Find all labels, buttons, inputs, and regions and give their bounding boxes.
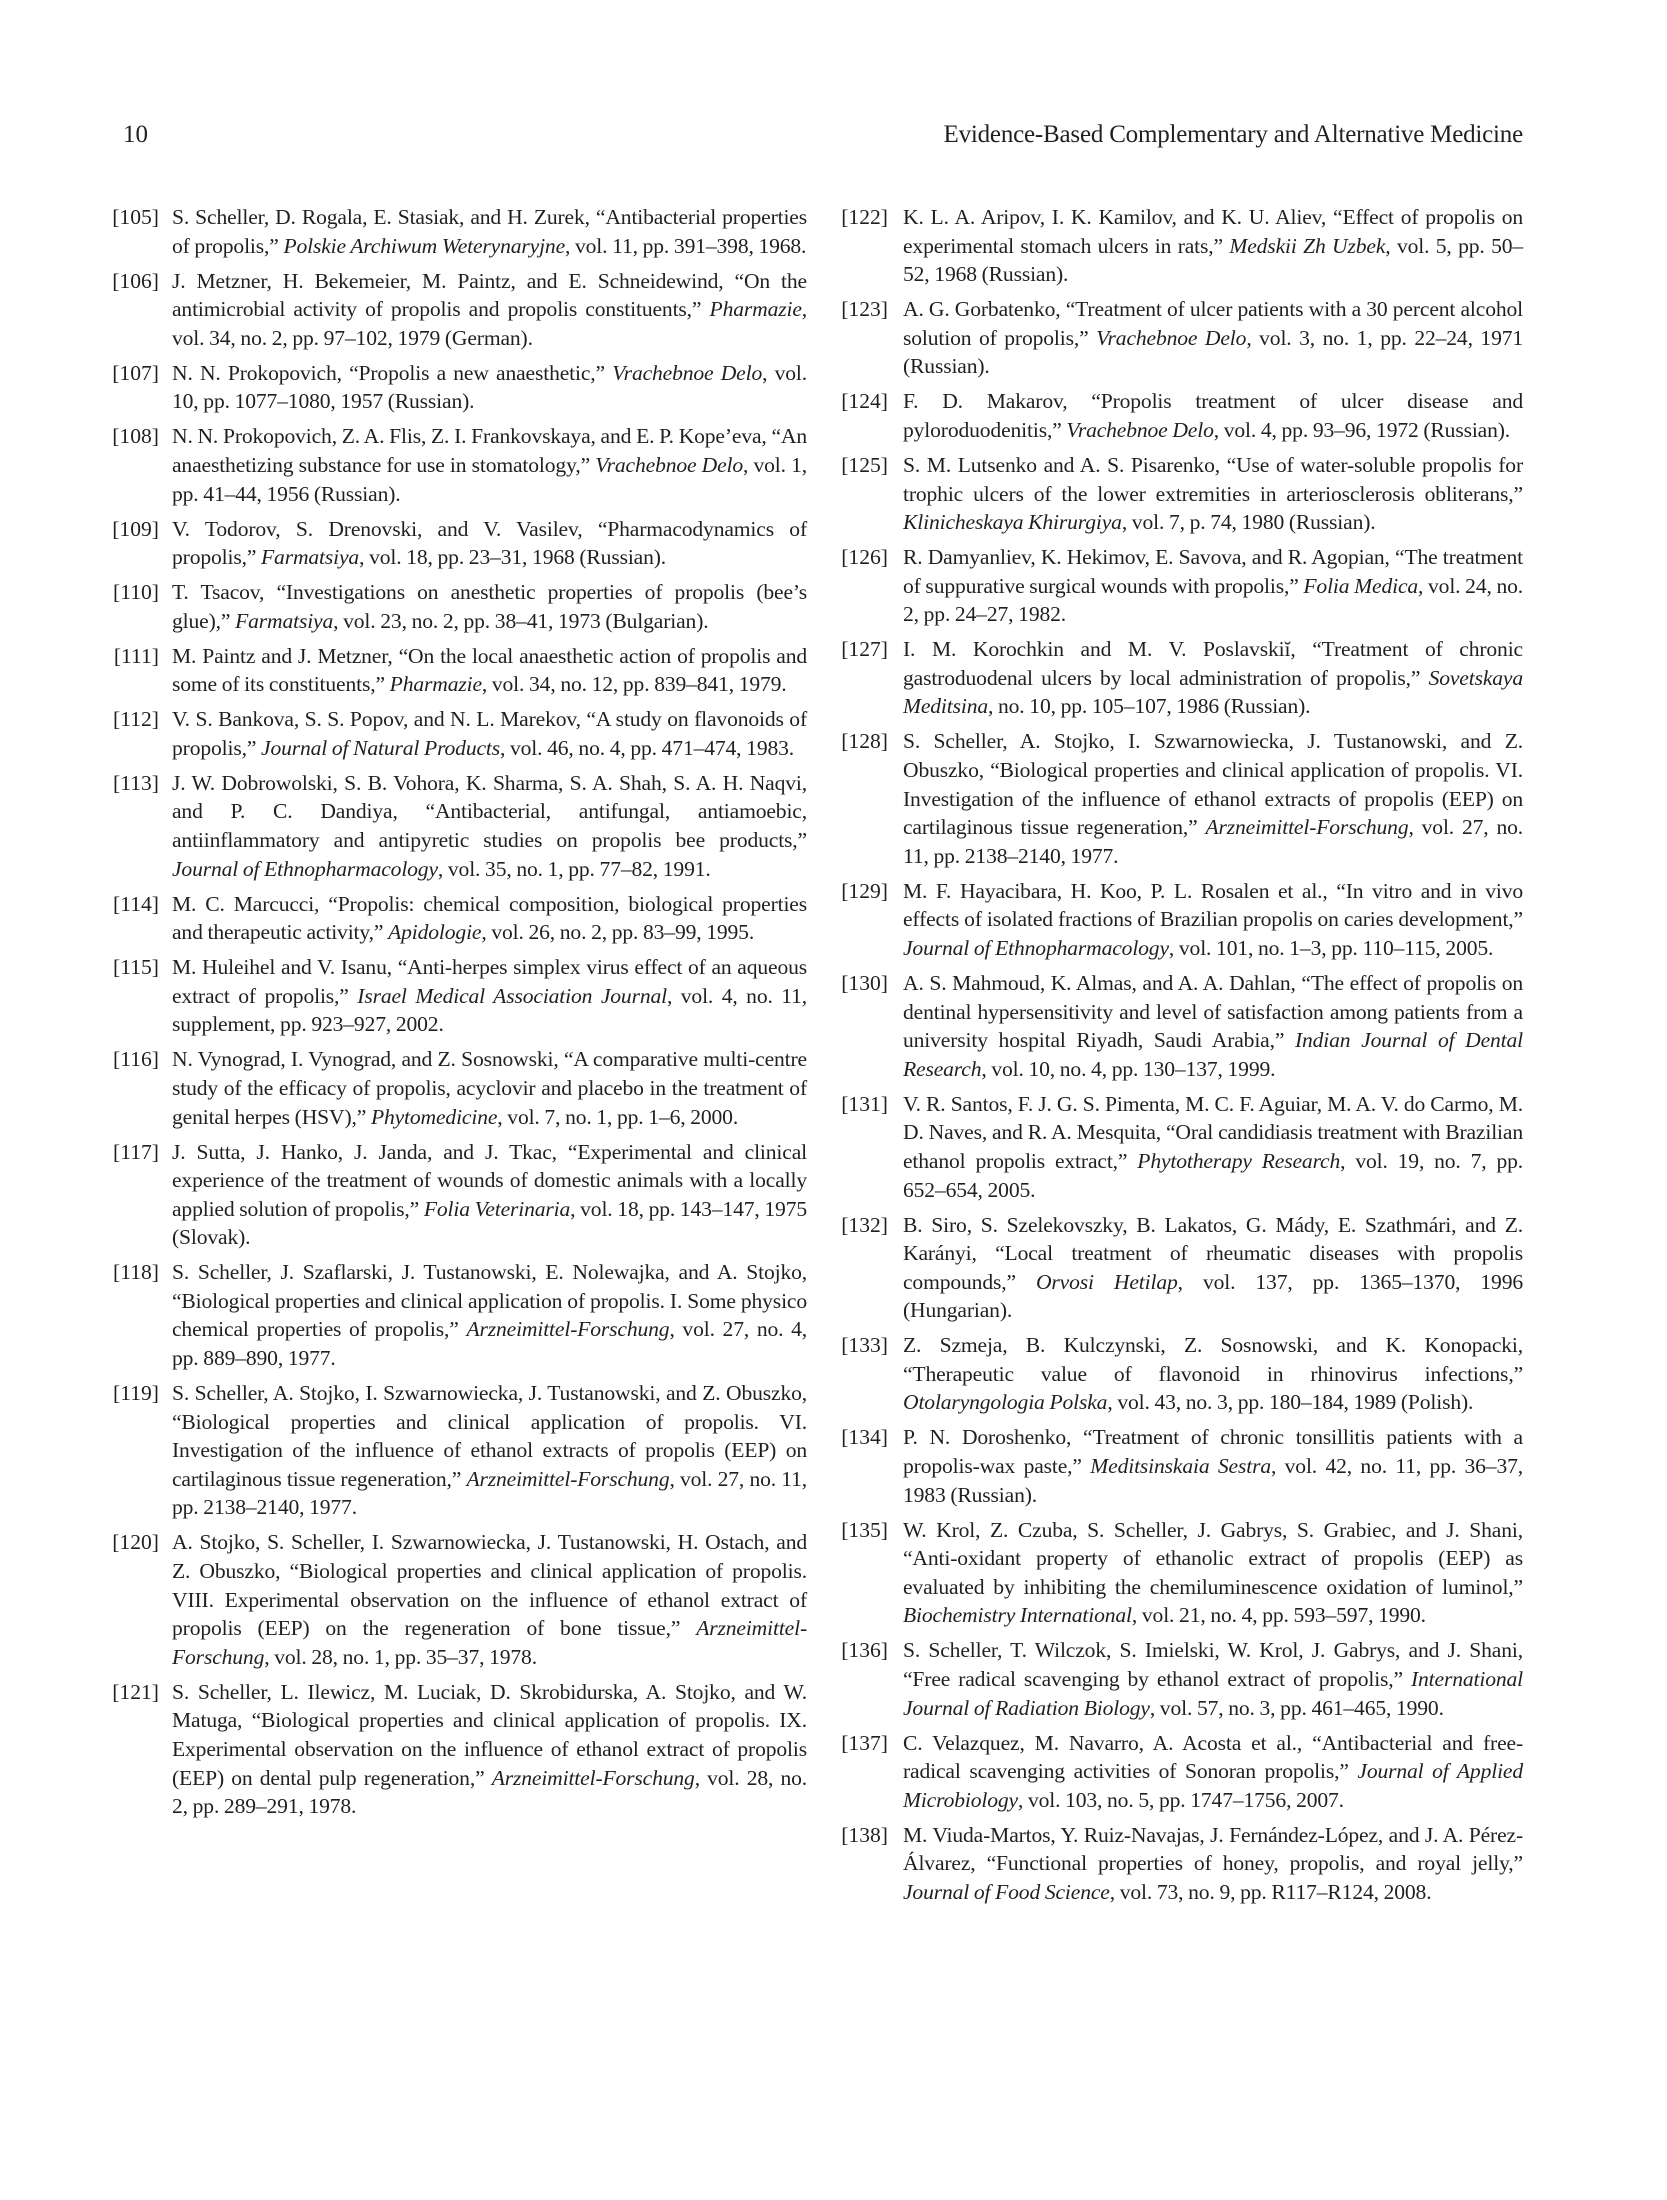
reference-number: [128] <box>841 729 888 754</box>
reference-text <box>903 295 1523 381</box>
reference-segment: W. Krol, Z. Czuba, S. Scheller, J. Gabrys, S. Grabiec, and J. Shani, “Anti-oxidant property of ethanolic extract of propolis (EEP) as evaluated by inhibiting the chemiluminescence oxidation of luminol,” <box>903 1517 1523 1599</box>
journal-name: Arzneimittel-Forschung <box>491 1765 695 1790</box>
reference-segment: S. Scheller, T. Wilczok, S. Imielski, W. Krol, J. Gabrys, and J. Shani, “Free radical scavenging by ethanol extract of propolis,” <box>903 1638 1523 1691</box>
reference-text <box>903 203 1523 289</box>
reference-number: [130] <box>841 970 888 995</box>
reference-text <box>903 727 1523 870</box>
reference-segment: , vol. 19, no. 7, pp. 652–654, 2005. <box>903 1148 1524 1202</box>
reference-segment: S. Scheller, L. Ilewicz, M. Luciak, D. Skrobidurska, A. Stojko, and W. Matuga, “Biological properties and clinical application of propolis. IX. Experimental observation on the influence of ethanol extract of propolis (EEP) on dental pulp regeneration,” <box>172 1679 807 1790</box>
reference-segment: , vol. 27, no. 11, pp. 2138–2140, 1977. <box>172 1466 807 1520</box>
journal-name: Pharmazie <box>389 672 482 697</box>
reference-entry <box>110 1045 807 1131</box>
reference-segment: , vol. 10, pp. 1077–1080, 1957 (Russian). <box>172 360 807 414</box>
reference-text <box>903 387 1523 444</box>
reference-number: [136] <box>841 1638 888 1663</box>
reference-entry <box>110 1379 807 1522</box>
reference-segment: , vol. 27, no. 4, pp. 889–890, 1977. <box>172 1317 807 1371</box>
reference-number: [123] <box>841 297 888 322</box>
reference-segment: Z. Szmeja, B. Kulczynski, Z. Sosnowski, and K. Konopacki, “Therapeutic value of flavonoid in rhinovirus infections,” <box>903 1333 1523 1386</box>
reference-segment: , vol. 18, pp. 23–31, 1968 (Russian). <box>359 545 667 570</box>
journal-name: Klinicheskaya Khirurgiya <box>903 510 1122 535</box>
journal-name: Biochemistry International <box>903 1603 1132 1628</box>
journal-name: Vrachebnoe Delo <box>595 452 744 477</box>
reference-text <box>903 1516 1523 1630</box>
reference-number: [118] <box>113 1260 159 1285</box>
journal-name: Vrachebnoe Delo <box>1066 417 1214 442</box>
reference-number: [132] <box>841 1212 888 1237</box>
reference-number: [116] <box>113 1047 159 1072</box>
reference-segment: M. Huleihel and V. Isanu, “Anti-herpes simplex virus effect of an aqueous extract of propolis,” <box>172 955 807 1008</box>
reference-entry <box>826 727 1523 870</box>
reference-number: [127] <box>841 637 888 662</box>
reference-segment: S. M. Lutsenko and A. S. Pisarenko, “Use of water-soluble propolis for trophic ulcers of the lower extremities in arteriosclerosis obliterans,” <box>903 452 1523 506</box>
reference-entry <box>826 451 1523 537</box>
reference-entry <box>826 1211 1523 1325</box>
reference-segment: M. F. Hayacibara, H. Koo, P. L. Rosalen et al., “In vitro and in vivo effects of isolated fractions of Brazilian propolis on caries development,” <box>903 878 1523 932</box>
reference-segment: , vol. 28, no. 1, pp. 35–37, 1978. <box>264 1644 537 1669</box>
reference-segment: , vol. 18, pp. 143–147, 1975 (Slovak). <box>172 1196 807 1250</box>
reference-text <box>172 1045 807 1131</box>
reference-segment: M. Viuda-Martos, Y. Ruiz-Navajas, J. Fernández-López, and J. A. Pérez-Álvarez, “Functional properties of honey, propolis, and royal jelly,” <box>903 1822 1523 1876</box>
reference-segment: R. Damyanliev, K. Hekimov, E. Savova, and R. Agopian, “The treatment of suppurative surgical wounds with propolis,” <box>903 545 1523 598</box>
reference-segment: , vol. 57, no. 3, pp. 461–465, 1990. <box>1149 1695 1444 1720</box>
reference-segment: V. Todorov, S. Drenovski, and V. Vasilev, “Pharmacodynamics of propolis,” <box>172 516 807 570</box>
reference-entry <box>826 1516 1523 1630</box>
reference-entry <box>826 387 1523 444</box>
reference-entry <box>110 769 807 883</box>
references-right-column <box>826 203 1523 1913</box>
reference-text <box>903 1331 1523 1417</box>
reference-segment: J. W. Dobrowolski, S. B. Vohora, K. Sharma, S. A. Shah, S. A. H. Naqvi, and P. C. Dandiya, “Antibacterial, antifungal, antiamoebic, antiinflammatory and antipyretic studies on propolis bee products,” <box>172 770 807 852</box>
reference-text <box>172 890 807 947</box>
journal-name: Indian Journal of Dental Research <box>903 1028 1523 1081</box>
reference-text <box>903 1090 1523 1204</box>
reference-text <box>172 705 807 762</box>
reference-segment: T. Tsacov, “Investigations on anesthetic properties of propolis (bee’s glue),” <box>172 580 807 633</box>
reference-segment: M. Paintz and J. Metzner, “On the local anaesthetic action of propolis and some of its constituents,” <box>172 643 807 697</box>
journal-name: Apidologie <box>388 920 482 945</box>
journal-name: Journal of Ethnopharmacology <box>172 856 438 881</box>
reference-number: [138] <box>841 1822 888 1847</box>
reference-segment: , vol. 24, no. 2, pp. 24–27, 1982. <box>903 573 1524 627</box>
reference-number: [111] <box>113 643 159 668</box>
reference-segment: , vol. 27, no. 11, pp. 2138–2140, 1977. <box>903 815 1523 868</box>
reference-segment: A. S. Mahmoud, K. Almas, and A. A. Dahlan, “The effect of propolis on dentinal hypersensitivity and level of satisfaction among patients from a university hospital Riyadh, Saudi Arabia,” <box>903 970 1523 1053</box>
reference-entry <box>110 267 807 353</box>
reference-entry <box>826 1821 1523 1907</box>
reference-segment: , vol. 137, pp. 1365–1370, 1996 (Hungarian). <box>903 1269 1523 1323</box>
reference-number: [119] <box>113 1381 159 1406</box>
reference-number: [113] <box>113 770 159 795</box>
reference-entry <box>826 969 1523 1083</box>
journal-name: Farmatsiya <box>261 545 360 570</box>
reference-segment: N. N. Prokopovich, Z. A. Flis, Z. I. Frankovskaya, and E. P. Kope’eva, “An anaesthetizing substance for use in stomatology,” <box>172 424 807 477</box>
reference-text <box>172 1528 807 1671</box>
journal-name: Arzneimittel-Forschung <box>1205 815 1409 840</box>
reference-number: [125] <box>841 452 888 477</box>
reference-text <box>172 1379 807 1522</box>
journal-name: Arzneimittel-Forschung <box>466 1317 670 1342</box>
reference-segment: , no. 10, pp. 105–107, 1986 (Russian). <box>988 694 1311 719</box>
reference-segment: V. R. Santos, F. J. G. S. Pimenta, M. C. F. Aguiar, M. A. V. do Carmo, M. D. Naves, and R. A. Mesquita, “Oral candidiasis treatment with Brazilian ethanol propolis extract,” <box>903 1091 1523 1173</box>
reference-number: [107] <box>112 360 159 385</box>
reference-segment: M. C. Marcucci, “Propolis: chemical composition, biological properties and therapeutic activity,” <box>172 891 807 945</box>
reference-entry <box>110 1258 807 1372</box>
reference-segment: I. M. Korochkin and M. V. Poslavskiĭ, “Treatment of chronic gastroduodenal ulcers by local administration of propolis,” <box>903 637 1523 690</box>
reference-segment: , vol. 42, no. 11, pp. 36–37, 1983 (Russian). <box>903 1454 1523 1507</box>
journal-name: Medskii Zh Uzbek <box>1229 233 1386 258</box>
reference-segment: S. Scheller, A. Stojko, I. Szwarnowiecka, J. Tustanowski, and Z. Obuszko, “Biological properties and clinical application of propolis. VI. Investigation of the influence of ethanol extracts of propolis (EEP) on cartilaginous tissue regeneration,” <box>172 1381 807 1491</box>
reference-entry <box>826 877 1523 963</box>
reference-entry <box>826 543 1523 629</box>
reference-segment: S. Scheller, A. Stojko, I. Szwarnowiecka, J. Tustanowski, and Z. Obuszko, “Biological properties and clinical application of propolis. VI. Investigation of the influence of ethanol extracts of propolis (EEP) on cartilaginous tissue regeneration,” <box>903 729 1523 840</box>
journal-name: Phytotherapy Research <box>1137 1148 1341 1173</box>
reference-number: [124] <box>841 389 888 414</box>
journal-name: Folia Veterinaria <box>423 1196 571 1221</box>
reference-number: [120] <box>112 1530 159 1555</box>
reference-segment: S. Scheller, D. Rogala, E. Stasiak, and H. Zurek, “Antibacterial properties of propolis,” <box>172 205 807 258</box>
reference-segment: S. Scheller, J. Szaflarski, J. Tustanowski, E. Nolewajka, and A. Stojko, “Biological properties and clinical application of propolis. I. Some physico chemical properties of propolis,” <box>172 1260 807 1342</box>
journal-name: Journal of Food Science <box>903 1879 1110 1904</box>
journal-name: Folia Medica <box>1303 573 1419 598</box>
reference-number: [112] <box>113 707 159 732</box>
journal-name: International Journal of Radiation Biology <box>903 1666 1523 1720</box>
journal-running-head: Evidence-Based Complementary and Alternative Medicine <box>943 121 1523 148</box>
reference-entry <box>110 705 807 762</box>
reference-entry <box>826 1331 1523 1417</box>
reference-number: [129] <box>841 878 888 903</box>
reference-entry <box>110 642 807 699</box>
journal-name: Farmatsiya <box>235 608 334 633</box>
reference-segment: , vol. 101, no. 1–3, pp. 110–115, 2005. <box>1168 935 1494 960</box>
journal-name: Journal of Applied Microbiology <box>903 1759 1523 1812</box>
reference-number: [117] <box>113 1139 159 1164</box>
reference-segment: , vol. 4, pp. 93–96, 1972 (Russian). <box>1213 417 1511 442</box>
reference-text <box>903 543 1523 629</box>
reference-segment: , vol. 7, p. 74, 1980 (Russian). <box>1121 510 1376 535</box>
reference-segment: , vol. 34, no. 2, pp. 97–102, 1979 (German). <box>172 297 807 350</box>
journal-name: Arzneimittel-Forschung <box>172 1616 807 1669</box>
reference-segment: N. Vynograd, I. Vynograd, and Z. Sosnowski, “A comparative multi-centre study of the efficacy of propolis, acyclovir and placebo in the treatment of genital herpes (HSV),” <box>172 1047 807 1129</box>
reference-entry <box>110 953 807 1039</box>
reference-segment: , vol. 4, no. 11, supplement, pp. 923–927, 2002. <box>172 983 808 1037</box>
reference-segment: F. D. Makarov, “Propolis treatment of ulcer disease and pyloroduodenitis,” <box>903 389 1523 442</box>
journal-name: Phytomedicine <box>370 1104 498 1129</box>
reference-number: [105] <box>112 205 159 229</box>
reference-number: [135] <box>841 1517 888 1542</box>
reference-number: [126] <box>841 545 888 570</box>
reference-entry <box>826 1636 1523 1722</box>
reference-entry <box>826 1423 1523 1509</box>
reference-text <box>172 203 807 260</box>
reference-segment: , vol. 10, no. 4, pp. 130–137, 1999. <box>981 1056 1276 1081</box>
reference-text <box>172 953 807 1039</box>
reference-text <box>172 267 807 353</box>
journal-name: Journal of Ethnopharmacology <box>903 935 1169 960</box>
reference-entry <box>826 1090 1523 1204</box>
reference-text <box>903 451 1523 537</box>
reference-entry <box>826 635 1523 721</box>
reference-segment: N. N. Prokopovich, “Propolis a new anaesthetic,” <box>172 360 613 385</box>
reference-segment: V. S. Bankova, S. S. Popov, and N. L. Marekov, “A study on flavonoids of propolis,” <box>172 707 807 760</box>
reference-text <box>903 635 1523 721</box>
reference-segment: , vol. 7, no. 1, pp. 1–6, 2000. <box>497 1104 739 1129</box>
reference-text <box>172 1258 807 1372</box>
reference-text <box>172 1678 807 1821</box>
reference-segment: J. Metzner, H. Bekemeier, M. Paintz, and E. Schneidewind, “On the antimicrobial activity of propolis and propolis constituents,” <box>172 268 807 322</box>
reference-segment: A. G. Gorbatenko, “Treatment of ulcer patients with a 30 percent alcohol solution of propolis,” <box>903 297 1523 350</box>
reference-number: [106] <box>112 268 159 293</box>
reference-segment: , vol. 11, pp. 391–398, 1968. <box>565 233 807 258</box>
reference-segment: , vol. 1, pp. 41–44, 1956 (Russian). <box>172 452 807 506</box>
reference-text <box>172 515 807 572</box>
reference-text <box>172 1138 807 1252</box>
reference-text <box>903 1821 1523 1907</box>
reference-entry <box>110 1528 807 1671</box>
reference-segment: , vol. 5, pp. 50–52, 1968 (Russian). <box>903 233 1524 287</box>
journal-name: Otolaryngologia Polska <box>903 1390 1108 1415</box>
reference-entry <box>110 422 807 508</box>
page-number: 10 <box>123 121 148 148</box>
reference-segment: , vol. 28, no. 2, pp. 289–291, 1978. <box>172 1765 807 1819</box>
references-left-column <box>110 203 807 1827</box>
reference-segment: , vol. 73, no. 9, pp. R117–R124, 2008. <box>1109 1879 1432 1904</box>
reference-text <box>172 359 807 416</box>
reference-segment: K. L. A. Aripov, I. K. Kamilov, and K. U. Aliev, “Effect of propolis on experimental stomach ulcers in rats,” <box>903 205 1523 258</box>
reference-entry <box>110 515 807 572</box>
reference-segment: , vol. 35, no. 1, pp. 77–82, 1991. <box>437 856 711 881</box>
journal-name: Israel Medical Association Journal <box>357 983 667 1008</box>
reference-segment: C. Velazquez, M. Navarro, A. Acosta et al., “Antibacterial and free-radical scavenging activities of Sonoran propolis,” <box>903 1730 1523 1784</box>
reference-segment: , vol. 26, no. 2, pp. 83–99, 1995. <box>481 920 755 945</box>
reference-segment: A. Stojko, S. Scheller, I. Szwarnowiecka, J. Tustanowski, H. Ostach, and Z. Obuszko, “Biological properties and clinical application of propolis. VIII. Experimental observation on the influence of ethanol extract of propolis (EEP) on the regeneration of bone tissue,” <box>172 1530 807 1641</box>
reference-segment: , vol. 34, no. 12, pp. 839–841, 1979. <box>481 672 787 697</box>
reference-number: [109] <box>112 516 159 541</box>
reference-number: [110] <box>113 580 159 605</box>
journal-name: Polskie Archiwum Weterynaryjne <box>283 233 566 258</box>
reference-number: [133] <box>841 1333 888 1358</box>
reference-text <box>172 769 807 883</box>
journal-name: Pharmazie <box>709 297 802 322</box>
journal-name: Vrachebnoe Delo <box>1096 325 1247 350</box>
journal-name: Meditsinskaia Sestra <box>1090 1454 1271 1479</box>
reference-text <box>172 578 807 635</box>
reference-segment: J. Sutta, J. Hanko, J. Janda, and J. Tkac, “Experimental and clinical experience of the treatment of wounds of domestic animals with a locally applied solution of propolis,” <box>172 1139 807 1221</box>
reference-text <box>903 1636 1523 1722</box>
reference-number: [115] <box>113 955 159 980</box>
reference-number: [137] <box>841 1730 888 1755</box>
journal-name: Sovetskaya Meditsina <box>903 665 1523 719</box>
reference-entry <box>826 295 1523 381</box>
reference-entry <box>110 359 807 416</box>
journal-name: Orvosi Hetilap <box>1035 1269 1178 1294</box>
reference-segment: P. N. Doroshenko, “Treatment of chronic tonsillitis patients with a propolis-wax paste,” <box>903 1425 1523 1479</box>
reference-text <box>172 422 807 508</box>
reference-text <box>903 877 1523 963</box>
reference-entry <box>110 1138 807 1252</box>
reference-number: [121] <box>112 1679 159 1704</box>
reference-number: [122] <box>841 205 888 229</box>
reference-number: [131] <box>841 1091 888 1116</box>
journal-name: Arzneimittel-Forschung <box>466 1466 670 1491</box>
reference-text <box>903 1211 1523 1325</box>
reference-segment: , vol. 103, no. 5, pp. 1747–1756, 2007. <box>1017 1787 1344 1812</box>
journal-name: Vrachebnoe Delo <box>612 360 763 385</box>
reference-entry <box>110 203 807 260</box>
reference-segment: B. Siro, S. Szelekovszky, B. Lakatos, G. Mády, E. Szathmári, and Z. Karányi, “Local treatment of rheumatic diseases with propolis compounds,” <box>903 1212 1523 1294</box>
reference-segment: , vol. 23, no. 2, pp. 38–41, 1973 (Bulgarian). <box>333 608 709 633</box>
reference-number: [134] <box>841 1425 888 1450</box>
reference-text <box>903 969 1523 1083</box>
reference-segment: , vol. 43, no. 3, pp. 180–184, 1989 (Polish). <box>1107 1390 1474 1415</box>
reference-entry <box>826 203 1523 289</box>
journal-name: Journal of Natural Products <box>261 735 500 760</box>
reference-segment: , vol. 3, no. 1, pp. 22–24, 1971 (Russian). <box>903 325 1524 379</box>
reference-text <box>903 1423 1523 1509</box>
reference-segment: , vol. 21, no. 4, pp. 593–597, 1990. <box>1131 1603 1426 1628</box>
reference-number: [114] <box>113 891 159 916</box>
reference-entry <box>110 890 807 947</box>
reference-entry <box>110 1678 807 1821</box>
reference-entry <box>110 578 807 635</box>
reference-number: [108] <box>112 424 159 449</box>
reference-entry <box>826 1729 1523 1815</box>
reference-text <box>172 642 807 699</box>
reference-text <box>903 1729 1523 1815</box>
reference-segment: , vol. 46, no. 4, pp. 471–474, 1983. <box>500 735 795 760</box>
